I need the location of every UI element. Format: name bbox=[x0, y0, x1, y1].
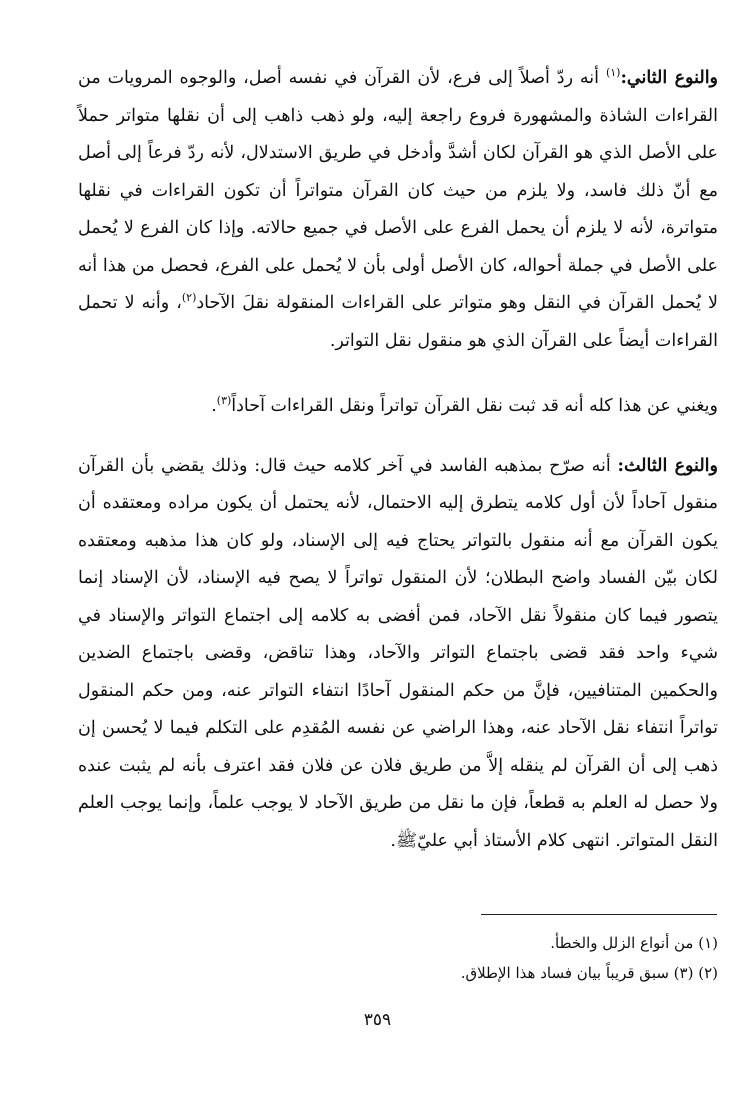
footnote-item: (١) من أنواع الزلل والخطأ. bbox=[550, 934, 718, 952]
heading-colon: : bbox=[617, 455, 624, 476]
honorific-glyph: ﷺ bbox=[395, 830, 418, 851]
paragraph-heading: والنوع الثالث bbox=[623, 455, 718, 476]
footnote-item: (٢) (٣) سبق قريباً بيان فساد هذا الإطلاق. bbox=[460, 964, 718, 982]
paragraph-text-end: . bbox=[211, 396, 217, 416]
page-body bbox=[78, 60, 718, 860]
page-number: ٣٥٩ bbox=[363, 1010, 392, 1030]
footnote-ref: (١) bbox=[605, 66, 621, 80]
footnote-ref: (٢) bbox=[181, 291, 197, 305]
paragraph-third-type bbox=[78, 448, 718, 861]
paragraph-text: أنه صرّح بمذهبه الفاسد في آخر كلامه حيث قال: وذلك يقضي بأن القرآن منقول آحاداً لأن أول كلامه يتطرق إليه الاحتمال، لأنه يحتمل أن يكون مراده ومعتقده أن يكون القرآن مع أنه منقول بالتواتر يحتاج فيه إلى الإسناد، ولو كان هذا مذهبه ومعتقده لكان بيّن الفساد واضح البطلان؛ لأن المنقول تواتراً لا يصح فيه الإسناد، لأن الإسناد إنما يتصور فيما كان منقولاً نقل الآحاد، فمن أفضى به كلامه إلى اجتماع التواتر والإسناد في شيء واحد فقد قضى باجتماع التواتر والآحاد، وهذا تناقض، وقضى باجتماع الضدين والحكمين المتنافيين، فإنَّ من حكم المنقول آحادًا انتفاء التواتر عنه، ومن حكم المنقول تواتراً انتفاء نقل الآحاد عنه، وهذا الراضي عن نفسه المُقدِم على التكلم فيما لا يُحسن إن ذهب إلى أن القرآن لم ينقله إلاَّ من طريق فلان عن فلان فقد اعترف بأنه لم يثبت عنده ولا حصل له العلم به قطعاً، فإن ما نقل من طريق الآحاد لا يوجب علماً، وإنما يوجب العلم النقل المتواتر. انتهى كلام الأستاذ أبي عليّ bbox=[78, 455, 718, 851]
footnotes bbox=[78, 928, 718, 988]
paragraph-summary bbox=[78, 388, 718, 426]
footnote-divider bbox=[481, 914, 717, 915]
paragraph-heading: والنوع الثاني bbox=[626, 68, 719, 88]
paragraph-text: ويغني عن هذا كله أنه قد ثبت نقل القرآن تواتراً ونقل القراءات آحاداً bbox=[231, 396, 718, 416]
heading-colon: : bbox=[620, 68, 627, 88]
paragraph-second-type bbox=[78, 60, 718, 360]
footnote-ref: (٣) bbox=[216, 394, 232, 408]
paragraph-text: أنه ردّ أصلاً إلى فرع، لأن القرآن في نفسه أصل، والوجوه المرويات من القراءات الشاذة والمشهورة فروع راجعة إليه، ولو ذهب ذاهب إلى أن نقلها متواتر حملاً على الأصل الذي هو القرآن لكان أشدَّ وأدخل في طريق الاستدلال، لأنه ردّ فرعاً إلى أصل مع أنّ ذلك فاسد، ولا يلزم من حيث كان القرآن متواتراً أن تكون القراءات في نقلها متواترة، لأنه لا يلزم أن يحمل الفرع على الأصل في جميع حالاته. وإذا كان الفرع لا يُحمل على الأصل في جملة أحواله، كان الأصل أولى بأن لا يُحمل على الفرع، فحصل من هذا أنه لا يُحمل القرآن في النقل وهو متواتر على القراءات المنقولة نقلَ الآحاد bbox=[78, 68, 719, 313]
paragraph-text-end: ، وأنه لا تحمل القراءات أيضاً على القرآن الذي هو منقول نقل التواتر. bbox=[78, 293, 718, 351]
paragraph-text-end: . bbox=[390, 830, 396, 851]
